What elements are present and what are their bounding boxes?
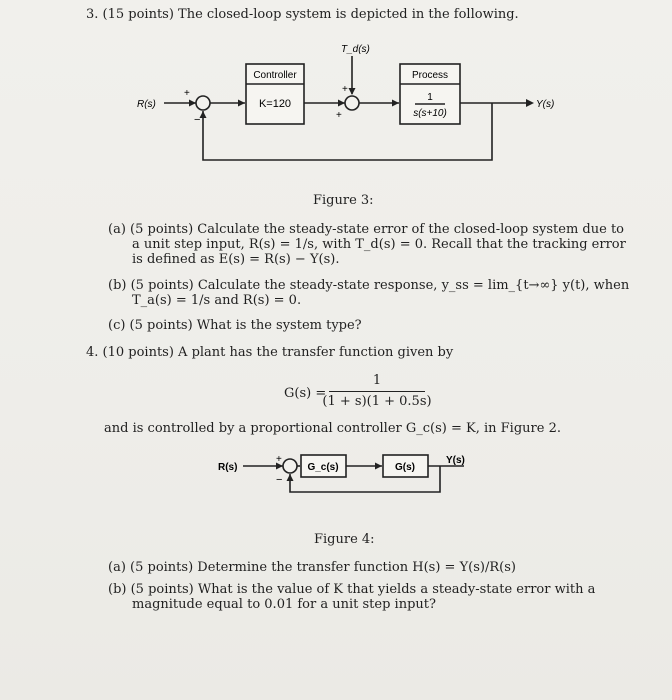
q4-equation-denominator: (1 + s)(1 + 0.5s): [322, 394, 432, 409]
q4-equation-numerator: 1: [372, 373, 382, 388]
q4-minus-sign: −: [276, 474, 283, 486]
q3-figure-caption: Figure 3:: [313, 193, 374, 208]
q4-part-a: (a) (5 points) Determine the transfer function H(s) = Y(s)/R(s): [108, 560, 516, 575]
q3-td-label: T_d(s): [341, 44, 370, 55]
q4-summing-junction: [283, 459, 297, 473]
q3-part-a: (a) (5 points) Calculate the steady-state error of the closed-loop system due to a unit step input, R(s) = 1/s, with T_d(s) = 0. Recall that the tracking error is defined as E(s) = R(s) − Y(s).: [108, 222, 626, 267]
q3-process-denominator: s(s+10): [413, 108, 447, 119]
q3-process-title: Process: [411, 70, 449, 81]
q4-part-b: (b) (5 points) What is the value of K that yields a steady-state error with a magnitude equal to 0.01 for a unit step input?: [108, 582, 596, 612]
q3-part-c: (c) (5 points) What is the system type?: [108, 318, 362, 333]
q3-sj1-plus: +: [184, 88, 190, 99]
q3-r-label: R(s): [137, 99, 156, 110]
q3-header: 3. (15 points) The closed-loop system is depicted in the following.: [86, 7, 519, 22]
q4-r-label: R(s): [218, 462, 238, 473]
q4-figure-caption: Figure 4:: [314, 532, 375, 547]
q3-y-label: Y(s): [536, 99, 555, 110]
q3-sj2-plus-top: +: [342, 84, 348, 95]
q3-part-b: (b) (5 points) Calculate the steady-state response, y_ss = lim_{t→∞} y(t), when T_a(s) = 1/s and R(s) = 0.: [108, 278, 630, 308]
q3-sj2-plus-left: +: [336, 110, 342, 121]
q4-equation-lhs: G(s) =: [284, 386, 327, 401]
q3-process-numerator: 1: [427, 92, 433, 103]
q4-header: 4. (10 points) A plant has the transfer function given by: [86, 345, 454, 360]
q4-gc-label: G_c(s): [307, 462, 339, 473]
q4-g-label: G(s): [395, 462, 415, 473]
q3-controller-gain: K=120: [258, 98, 292, 110]
q4-plus-sign: +: [276, 454, 282, 465]
q3-controller-title: Controller: [253, 70, 297, 81]
q4-y-label: Y(s): [446, 455, 465, 466]
q4-controller-sentence: and is controlled by a proportional controller G_c(s) = K, in Figure 2.: [104, 421, 561, 436]
q3-sj1-minus: −: [194, 114, 201, 126]
